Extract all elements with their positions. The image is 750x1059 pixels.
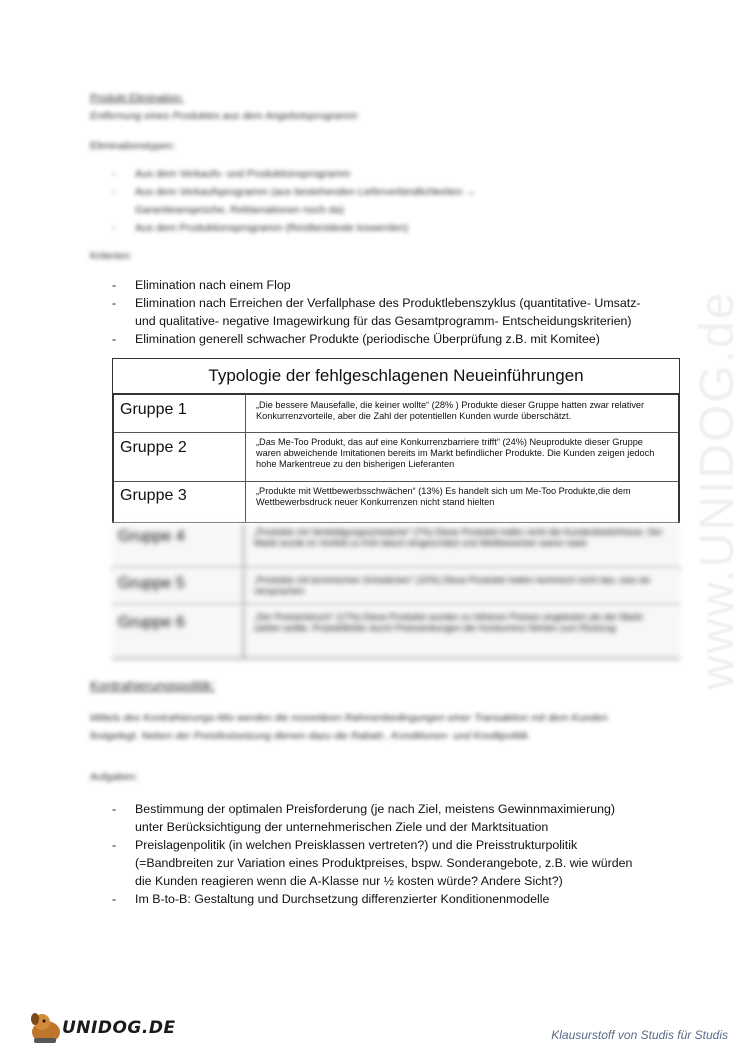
table-row	[112, 606, 680, 659]
footer-tagline: Klausurstoff von Studis für Studis	[551, 1028, 728, 1042]
list-item: und qualitative- negative Imagewirkung für das Gesamtprogramm- Entscheidungskriterien)	[135, 314, 632, 328]
section-intro: Mittels des Kontrahierungs-Mix werden die monetären Rahmenbedingungen einer Transaktion mit dem Kunden festgelegt. Neben der Preisfestsetzung dienen dazu die Rabatt-, Konditionen- und Kreditpolitik.	[90, 712, 608, 742]
list-item: - Aus dem Verkaufs- und Produktionsprogramm	[112, 168, 351, 180]
watermark: www.UNIDOG.de	[691, 290, 744, 690]
table-row	[112, 569, 680, 606]
list-item: - Elimination generell schwacher Produkte (periodische Überprüfung z.B. mit Komitee)	[112, 332, 600, 346]
types-heading: Eliminationstypen:	[90, 140, 176, 152]
section-title-elimination: Produkt Elimination:	[90, 92, 184, 104]
list-item: - Aus dem Produktionsprogramm (Restbestände loswerden)	[112, 222, 409, 234]
group-label: Gruppe 2	[120, 439, 187, 456]
group-label: Gruppe 6	[118, 614, 185, 631]
group-label: Gruppe 1	[120, 401, 187, 418]
tasks-heading: Aufgaben:	[90, 771, 138, 783]
criteria-list	[90, 276, 641, 348]
table-row	[112, 524, 680, 569]
section-subtitle-elimination: Entfernung eines Produktes aus dem Angebotsprogramm	[90, 110, 358, 122]
table-row	[112, 482, 680, 523]
typology-table	[112, 358, 680, 660]
list-item: unter Berücksichtigung der unternehmerischen Ziele und der Marktsituation	[135, 820, 549, 834]
tasks-list	[90, 800, 632, 908]
types-list	[90, 165, 476, 237]
group-description: „Das Me-Too Produkt, das auf eine Konkurrenzbarriere trifft“ (24%) Neuprodukte dieser Gruppe waren abweichende Imitationen bereits im Markt befindlicher Produkte. Die Kunden zeigen jedoch hohe Markentreue zu den bisherigen Lieferanten	[256, 437, 655, 470]
list-item: - Preislagenpolitik (in welchen Preisklassen vertreten?) und die Preisstrukturpolitik	[112, 838, 578, 852]
group-label: Gruppe 3	[120, 487, 187, 504]
list-item: - Elimination nach einem Flop	[112, 278, 291, 292]
table-title-row	[112, 358, 680, 395]
group-description: „Produkte mit Wettbewerbsschwächen“ (13%) Es handelt sich um Me-Too Produkte,die dem Wettbewerbsdruck neuer Konkurrenzen nicht stand hielten	[256, 486, 631, 508]
group-label: Gruppe 5	[118, 575, 185, 592]
list-item: die Kunden reagieren wenn die A-Klasse nur ½ kosten würde? Andere Sicht?)	[135, 874, 563, 888]
list-item: - Im B-to-B: Gestaltung und Durchsetzung differenzierter Konditionenmodelle	[112, 892, 550, 906]
group-description: „Der Preiseinbruch“ (17%) Diese Produkte wurden zu höheren Preisen angeboten als der Markt zahlen wollte. Produktfehler durch Preissenkungen der Konkurrenz führten zum Rückzug	[254, 612, 643, 634]
list-item: (=Bandbreiten zur Variation eines Produktpreises, bspw. Sonderangebote, z.B. wie würden	[135, 856, 633, 870]
group-description: „Produkte mit technischen Schwächen“ (10%) Diese Produkte hatten technisch nicht das, was sie versprachen	[254, 575, 651, 597]
list-item: - Elimination nach Erreichen der Verfallphase des Produktlebenszyklus (quantitative- Umsatz-	[112, 296, 641, 310]
table-row	[112, 433, 680, 482]
section-title-kontrahierung: Kontrahierungspolitik:	[90, 678, 216, 693]
logo-text: UNIDOG.DE	[62, 1018, 176, 1038]
group-label: Gruppe 4	[118, 528, 185, 545]
list-item: Garantieansprüche, Reklamationen noch da)	[135, 204, 344, 216]
table-row	[112, 394, 680, 433]
criteria-heading: Kriterien:	[90, 250, 133, 262]
table-title: Typologie der fehlgeschlagenen Neueinführungen	[208, 366, 584, 385]
group-description: „Produkte mit Verteidigungsschwäche“ (7%) Diese Produkte trafen nicht die Kundenbedürfnisse. Der Markt wurde im Vorfeld zu früh falsch eingeschätzt und Wettbewerber waren stark	[254, 527, 663, 549]
list-item: - Bestimmung der optimalen Preisforderung (je nach Ziel, meistens Gewinnmaximierung)	[112, 802, 615, 816]
list-item: - Aus dem Verkaufsprogramm (aus bestehenden Lieferverbindlichkeiten →	[112, 186, 476, 198]
group-description: „Die bessere Mausefalle, die keiner wollte“ (28% ) Produkte dieser Gruppe hatten zwar relativer Konkurrenzvorteile, aber die Zahl der potentiellen Kunden wurde überschätzt.	[256, 400, 645, 422]
